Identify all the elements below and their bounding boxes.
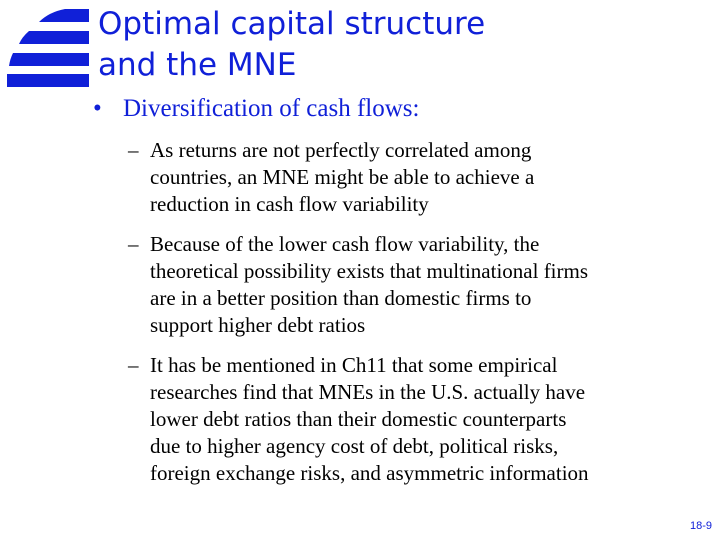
sub-bullet-dash: – — [128, 232, 139, 256]
sub-bullet-line: are in a better position than domestic firms to — [150, 286, 532, 310]
sub-bullet-line: researches find that MNEs in the U.S. actually have — [150, 380, 586, 404]
sub-bullet-line: reduction in cash flow variability — [150, 192, 429, 216]
slide-title — [98, 4, 698, 86]
sub-bullet-line: As returns are not perfectly correlated among — [150, 138, 532, 162]
sub-bullet-line: lower debt ratios than their domestic counterparts — [150, 407, 567, 431]
title-line-2: and the MNE — [98, 47, 297, 83]
sub-bullet-line: Because of the lower cash flow variability, the — [150, 232, 540, 256]
sub-bullet-line: It has be mentioned in Ch11 that some empirical — [150, 353, 558, 377]
sub-bullet-dash: – — [128, 353, 139, 377]
bullet-dot: • — [93, 95, 102, 122]
sub-bullet-text — [150, 137, 534, 218]
sub-bullet-text — [150, 352, 589, 487]
page-number: 18-9 — [689, 520, 712, 532]
sub-bullet-1 — [128, 137, 534, 218]
main-bullet-text: Diversification of cash flows: — [123, 95, 420, 122]
sub-bullet-line: theoretical possibility exists that multinational firms — [150, 259, 589, 283]
sub-bullet-line: foreign exchange risks, and asymmetric information — [150, 461, 589, 485]
sub-bullet-line: support higher debt ratios — [150, 313, 366, 337]
sub-bullet-text — [150, 231, 588, 339]
sub-bullet-2 — [128, 231, 588, 339]
sub-bullet-3 — [128, 352, 589, 487]
stripes-logo-icon — [7, 9, 89, 87]
sub-bullet-line: countries, an MNE might be able to achieve a — [150, 165, 535, 189]
sub-bullet-line: due to higher agency cost of debt, political risks, — [150, 434, 559, 458]
title-line-1: Optimal capital structure — [98, 6, 486, 42]
main-bullet — [93, 94, 419, 124]
sub-bullet-dash: – — [128, 138, 139, 162]
